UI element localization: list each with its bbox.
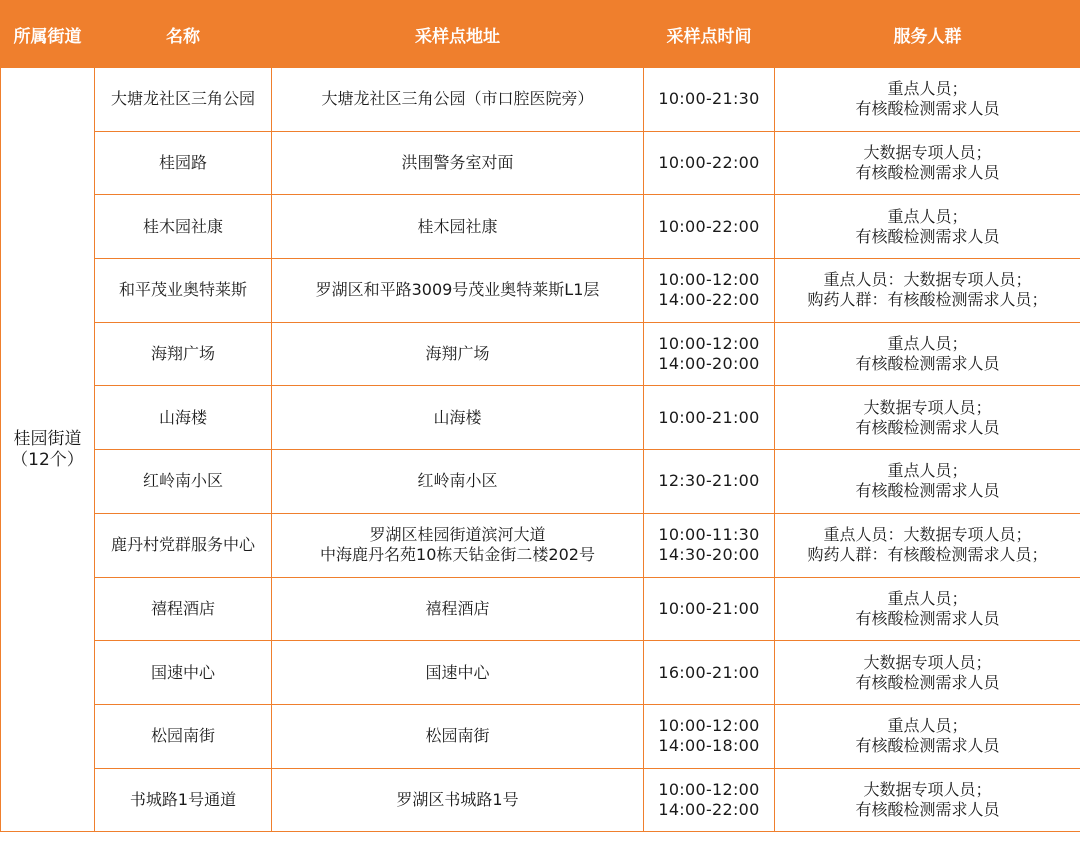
table-row: [1, 577, 1080, 641]
sampling-time-cell: [644, 131, 775, 195]
service-group-cell: [775, 513, 1080, 577]
site-address-cell: [272, 641, 644, 705]
sampling-time-cell: [644, 513, 775, 577]
site-name-cell: [95, 259, 272, 323]
site-address-cell-text: 罗湖区和平路3009号茂业奥特莱斯L1层: [315, 280, 600, 300]
table-row: [1, 513, 1080, 577]
service-group-cell: [775, 641, 1080, 705]
service-group-cell-text: 重点人员：大数据专项人员； 购药人群：有核酸检测需求人员；: [807, 270, 1048, 310]
site-name-cell: [95, 513, 272, 577]
site-address-cell-text: 罗湖区书城路1号: [396, 789, 519, 809]
site-address-cell-text: 国速中心: [425, 662, 490, 682]
site-address-cell-text: 山海楼: [433, 407, 482, 427]
table-row: [1, 131, 1080, 195]
sampling-time-cell-text: 10:00-22:00: [658, 153, 760, 173]
site-address-cell: [272, 386, 644, 450]
sampling-time-cell-text: 10:00-21:30: [658, 89, 760, 109]
site-address-cell: [272, 704, 644, 768]
site-name-cell-text: 和平茂业奥特莱斯: [118, 280, 247, 300]
service-group-cell: [775, 450, 1080, 514]
site-name-cell-text: 桂木园社康: [142, 216, 223, 236]
sampling-time-cell: [644, 450, 775, 514]
service-group-cell: [775, 577, 1080, 641]
table-row: [1, 641, 1080, 705]
sampling-time-cell-text: 10:00-21:00: [658, 407, 760, 427]
sampling-time-cell: [644, 704, 775, 768]
site-name-cell: [95, 68, 272, 132]
sampling-time-cell-text: 10:00-12:00 14:00-18:00: [658, 716, 760, 756]
table-row: [1, 704, 1080, 768]
service-group-cell-text: 重点人员； 有核酸检测需求人员: [855, 206, 1000, 246]
site-name-cell: [95, 450, 272, 514]
site-address-cell: [272, 195, 644, 259]
sampling-time-cell-text: 10:00-11:30 14:30-20:00: [658, 525, 760, 565]
sampling-time-cell-text: 10:00-12:00 14:00-22:00: [658, 270, 760, 310]
sampling-time-cell: [644, 641, 775, 705]
site-address-cell: [272, 577, 644, 641]
site-address-cell-text: 松园南街: [425, 726, 490, 746]
sampling-time-cell-text: 10:00-22:00: [658, 216, 760, 236]
service-group-cell: [775, 768, 1080, 832]
sampling-time-cell-text: 10:00-12:00 14:00-22:00: [658, 779, 760, 819]
header-address: 采样点地址: [272, 1, 644, 68]
site-name-cell-text: 松园南街: [150, 726, 215, 746]
site-address-cell-text: 洪围警务室对面: [401, 153, 514, 173]
site-name-cell-text: 书城路1号通道: [129, 789, 237, 809]
service-group-cell-text: 大数据专项人员； 有核酸检测需求人员: [855, 779, 1000, 819]
site-name-cell: [95, 768, 272, 832]
sampling-time-cell-text: 16:00-21:00: [658, 662, 760, 682]
sampling-time-cell-text: 10:00-21:00: [658, 598, 760, 618]
service-group-cell: [775, 195, 1080, 259]
service-group-cell-text: 重点人员； 有核酸检测需求人员: [855, 461, 1000, 501]
site-address-cell-text: 海翔广场: [425, 344, 490, 364]
site-address-cell-text: 红岭南小区: [417, 471, 498, 491]
site-name-cell-text: 禧程酒店: [150, 598, 215, 618]
site-address-cell-text: 大塘龙社区三角公园（市口腔医院旁）: [321, 89, 594, 109]
table-row: [1, 195, 1080, 259]
site-name-cell: [95, 641, 272, 705]
service-group-cell-text: 大数据专项人员； 有核酸检测需求人员: [855, 397, 1000, 437]
site-address-cell: [272, 450, 644, 514]
service-group-cell: [775, 68, 1080, 132]
service-group-cell: [775, 322, 1080, 386]
table-row: [1, 386, 1080, 450]
site-name-cell: [95, 577, 272, 641]
site-address-cell: [272, 131, 644, 195]
service-group-cell-text: 重点人员：大数据专项人员； 购药人群：有核酸检测需求人员；: [807, 525, 1048, 565]
table-row: [1, 768, 1080, 832]
street-cell: [1, 68, 95, 832]
site-name-cell: [95, 131, 272, 195]
site-name-cell: [95, 195, 272, 259]
sampling-time-cell: [644, 577, 775, 641]
service-group-cell-text: 大数据专项人员； 有核酸检测需求人员: [855, 143, 1000, 183]
sampling-time-cell: [644, 768, 775, 832]
service-group-cell: [775, 131, 1080, 195]
site-name-cell-text: 鹿丹村党群服务中心: [110, 535, 255, 555]
site-address-cell-text: 桂木园社康: [417, 216, 498, 236]
site-name-cell-text: 桂园路: [158, 153, 207, 173]
site-name-cell-text: 海翔广场: [150, 344, 215, 364]
header-street: 所属街道: [1, 1, 95, 68]
sampling-time-cell-text: 12:30-21:00: [658, 471, 760, 491]
table-row: [1, 68, 1080, 132]
site-name-cell: [95, 322, 272, 386]
site-address-cell-text: 禧程酒店: [425, 598, 490, 618]
site-address-cell: [272, 259, 644, 323]
header-row: [1, 1, 1080, 68]
service-group-cell: [775, 386, 1080, 450]
site-name-cell-text: 红岭南小区: [142, 471, 223, 491]
site-name-cell-text: 国速中心: [150, 662, 215, 682]
sampling-time-cell: [644, 195, 775, 259]
service-group-cell-text: 重点人员； 有核酸检测需求人员: [855, 716, 1000, 756]
site-address-cell: [272, 322, 644, 386]
service-group-cell-text: 重点人员； 有核酸检测需求人员: [855, 588, 1000, 628]
site-name-cell-text: 山海楼: [158, 407, 207, 427]
site-address-cell-text: 罗湖区桂园街道滨河大道 中海鹿丹名苑10栋天钻金街二楼202号: [320, 525, 595, 565]
header-name: 名称: [95, 1, 272, 68]
header-group: 服务人群: [775, 1, 1080, 68]
service-group-cell-text: 重点人员； 有核酸检测需求人员: [855, 79, 1000, 119]
service-group-cell: [775, 259, 1080, 323]
sampling-time-cell-text: 10:00-12:00 14:00-20:00: [658, 334, 760, 374]
sampling-time-cell: [644, 386, 775, 450]
site-name-cell: [95, 704, 272, 768]
table-body: [1, 68, 1080, 832]
sampling-time-cell: [644, 259, 775, 323]
street-name: 桂园街道: [13, 428, 82, 449]
table-row: [1, 259, 1080, 323]
service-group-cell-text: 重点人员； 有核酸检测需求人员: [855, 334, 1000, 374]
table-row: [1, 322, 1080, 386]
service-group-cell: [775, 704, 1080, 768]
site-address-cell: [272, 68, 644, 132]
sampling-time-cell: [644, 322, 775, 386]
site-address-cell: [272, 768, 644, 832]
sampling-time-cell: [644, 68, 775, 132]
site-name-cell-text: 大塘龙社区三角公园: [110, 89, 255, 109]
street-count: （12个）: [11, 449, 84, 470]
header-time: 采样点时间: [644, 1, 775, 68]
site-address-cell: [272, 513, 644, 577]
service-group-cell-text: 大数据专项人员； 有核酸检测需求人员: [855, 652, 1000, 692]
table-row: [1, 450, 1080, 514]
site-name-cell: [95, 386, 272, 450]
